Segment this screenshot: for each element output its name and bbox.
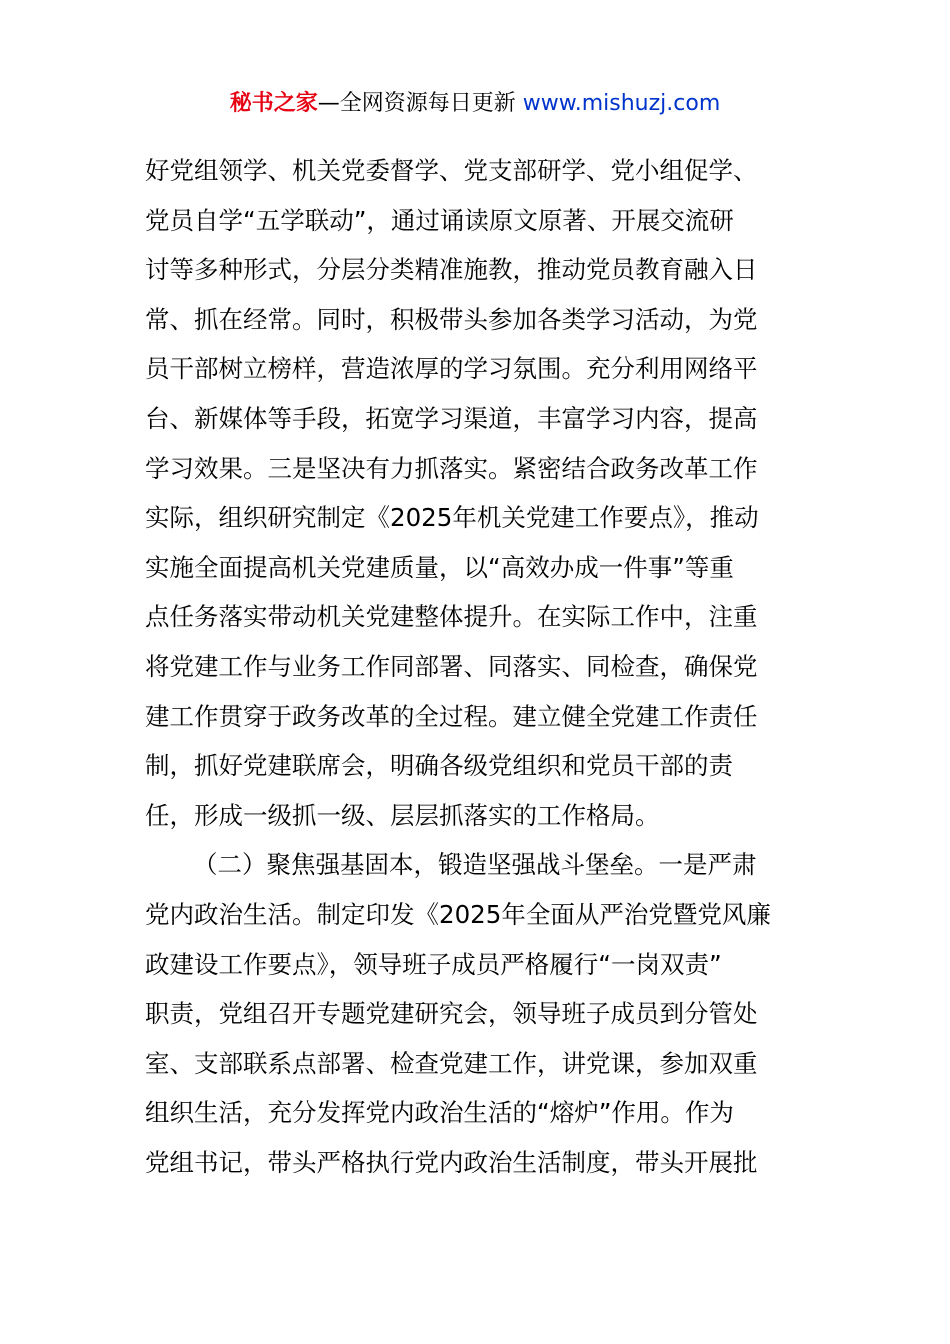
text-line: 点任务落实带动机关党建整体提升。在实际工作中，注重	[145, 602, 758, 632]
text-line: 建工作贯穿于政务改革的全过程。建立健全党建工作责任	[145, 701, 758, 731]
section-heading-line: （二）聚焦强基固本，锻造坚强战斗堡垒。一是严肃	[193, 850, 757, 880]
text-line: 台、新媒体等手段，拓宽学习渠道，丰富学习内容，提高	[145, 403, 758, 433]
text-line: 组织生活，充分发挥党内政治生活的“熔炉”作用。作为	[145, 1098, 734, 1128]
document-body	[145, 146, 805, 1187]
text-line: 党员自学“五学联动”，通过诵读原文原著、开展交流研	[145, 205, 734, 235]
text-line: 将党建工作与业务工作同部署、同落实、同检查，确保党	[145, 651, 758, 681]
brand-name: 秘书之家	[229, 91, 318, 116]
text-line: 任，形成一级抓一级、层层抓落实的工作格局。	[145, 800, 660, 830]
header-tagline: —全网资源每日更新	[317, 91, 516, 116]
text-line: 实际，组织研究制定《2025年机关党建工作要点》，推动	[145, 503, 759, 533]
site-url-link[interactable]: www.mishuzj.com	[522, 91, 721, 116]
text-line: 职责，党组召开专题党建研究会，领导班子成员到分管处	[145, 999, 758, 1029]
text-line: 制，抓好党建联席会，明确各级党组织和党员干部的责	[145, 751, 733, 781]
text-line: 员干部树立榜样，营造浓厚的学习氛围。充分利用网络平	[145, 354, 758, 384]
text-line: 好党组领学、机关党委督学、党支部研学、党小组促学、	[145, 156, 758, 185]
text-line: 政建设工作要点》，领导班子成员严格履行“一岗双责”	[145, 949, 722, 979]
text-line: 室、支部联系点部署、检查党建工作，讲党课，参加双重	[145, 1048, 758, 1078]
text-line: 党内政治生活。制定印发《2025年全面从严治党暨党风廉	[145, 899, 771, 929]
text-line: 实施全面提高机关党建质量，以“高效办成一件事”等重	[145, 552, 734, 582]
text-line: 讨等多种形式，分层分类精准施教，推动党员教育融入日	[145, 255, 758, 285]
text-line: 党组书记，带头严格执行党内政治生活制度，带头开展批	[145, 1147, 758, 1177]
text-line: 学习效果。三是坚决有力抓落实。紧密结合政务改革工作	[145, 453, 758, 483]
text-line: 常、抓在经常。同时，积极带头参加各类学习活动，为党	[145, 304, 758, 334]
page-header	[0, 86, 950, 122]
